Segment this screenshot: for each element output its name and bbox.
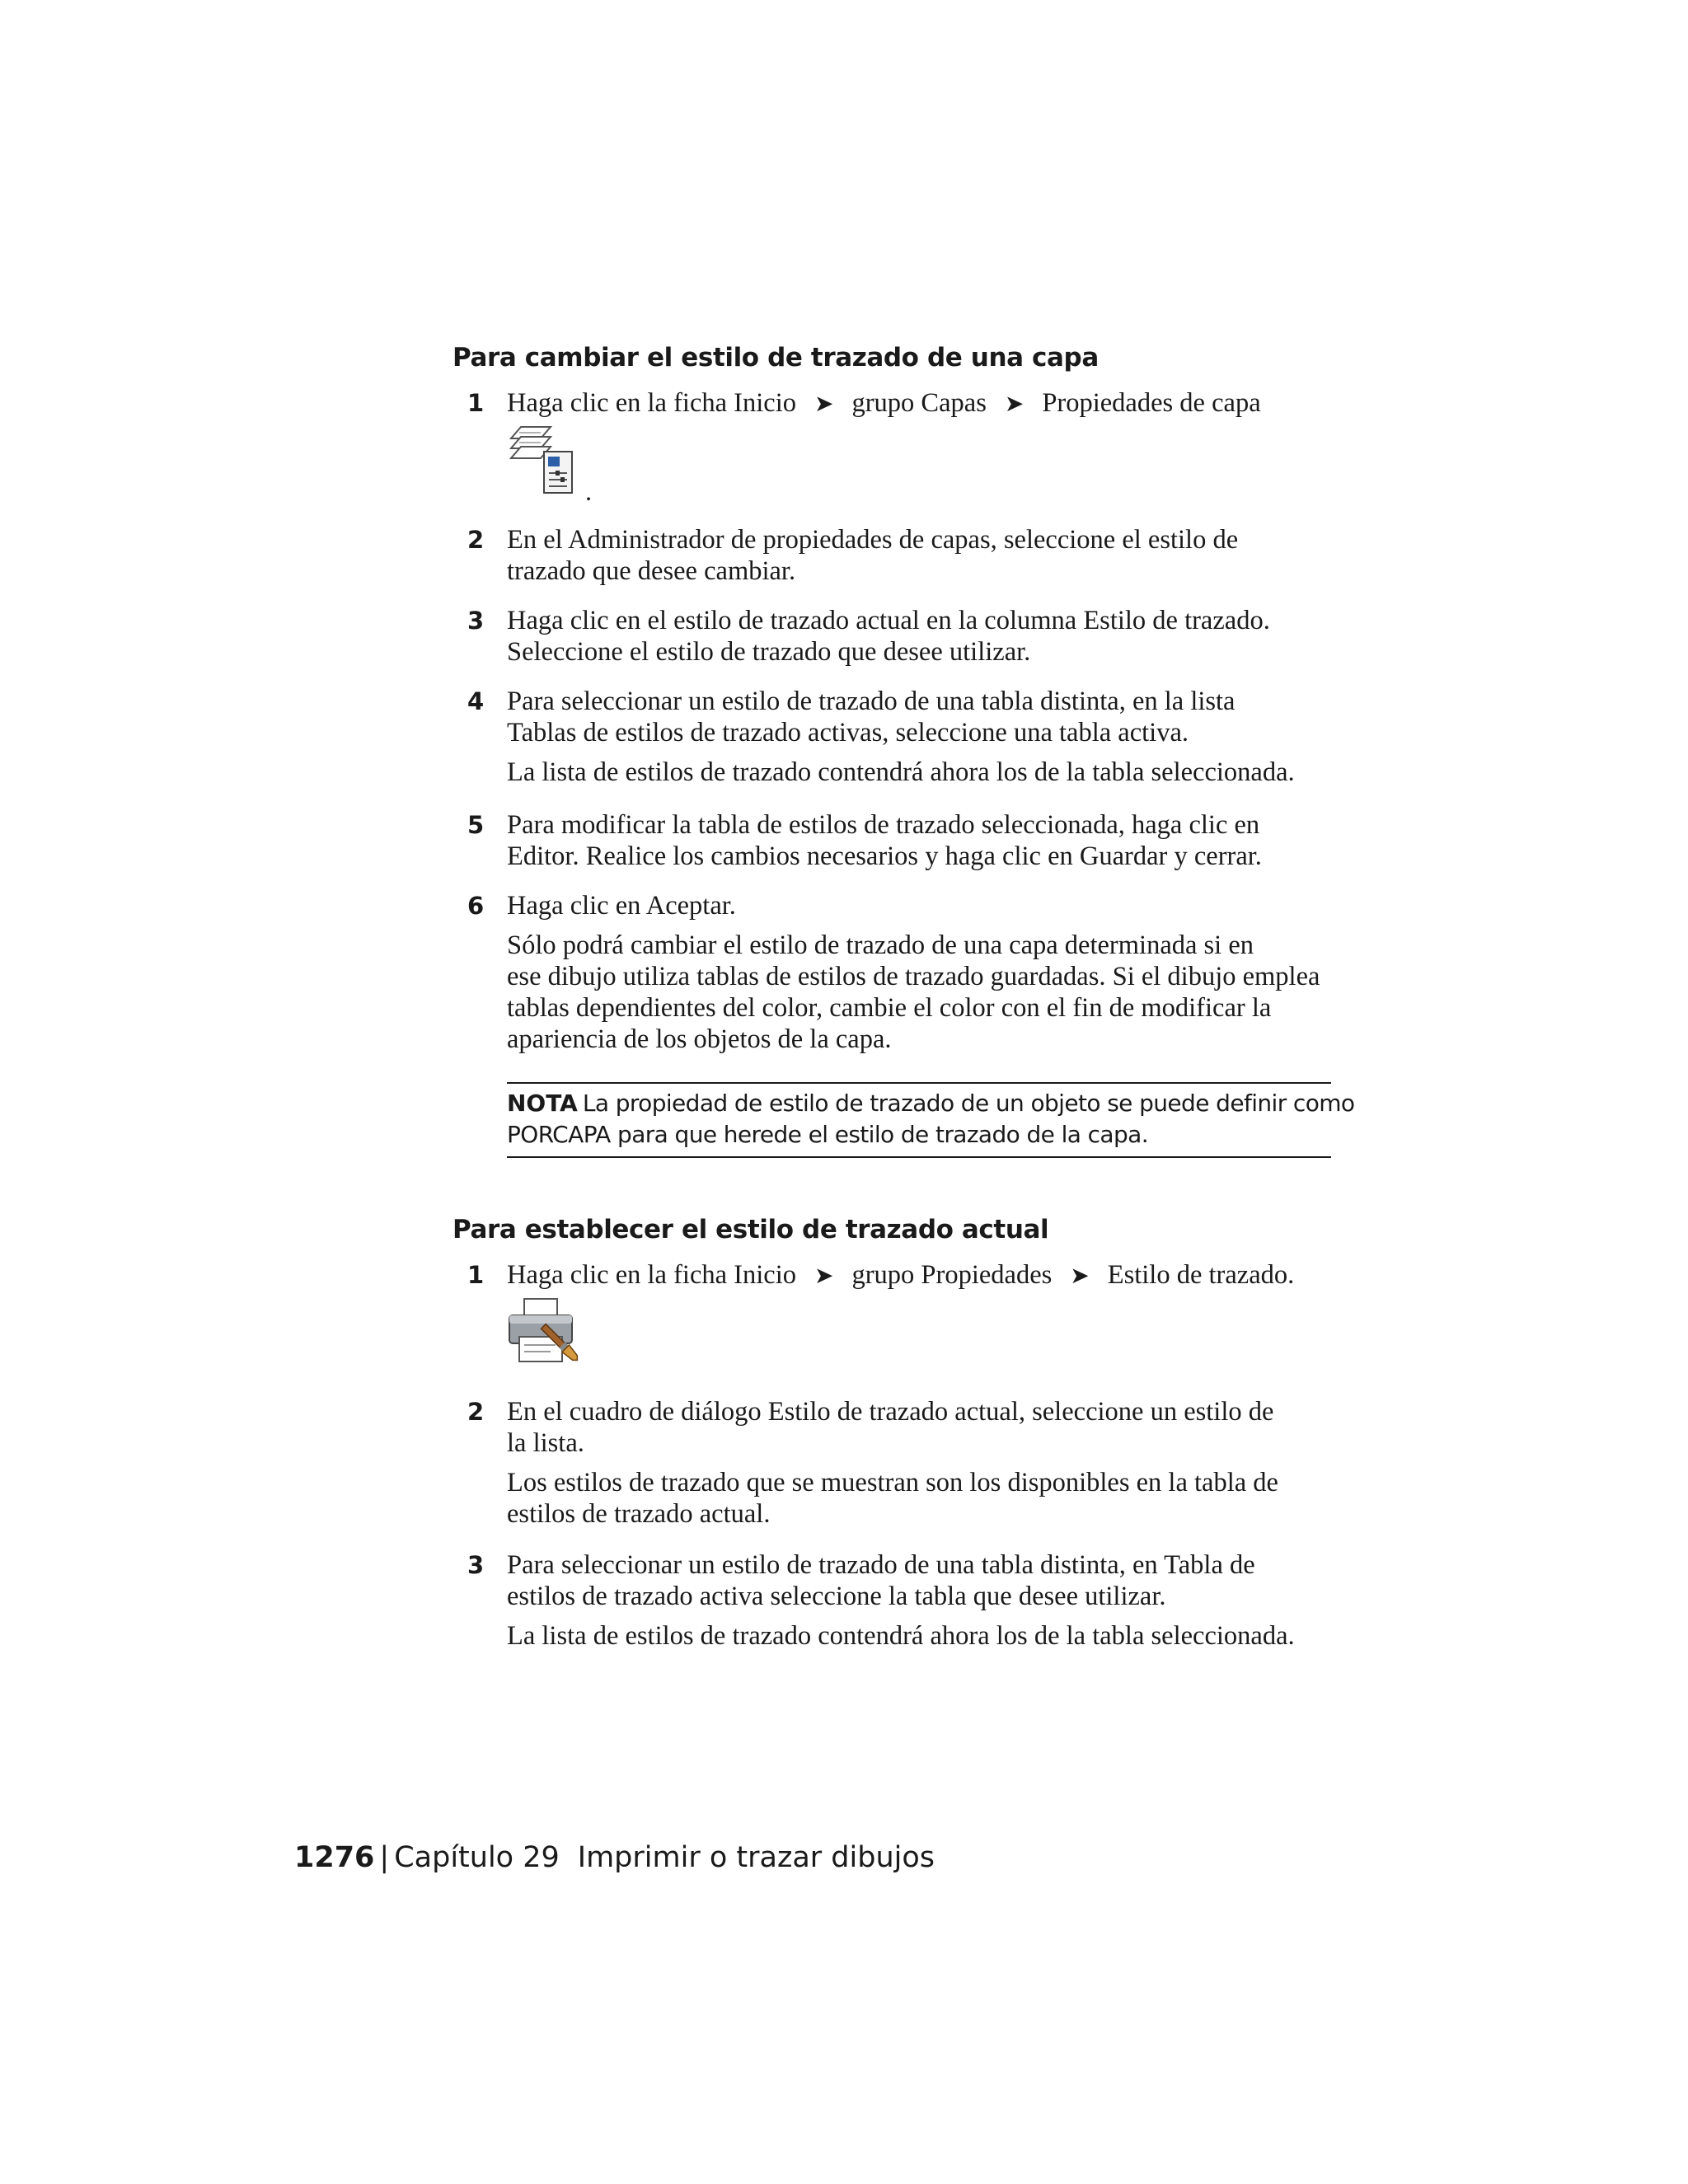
section-heading-change-layer-plot-style: Para cambiar el estilo de trazado de una capa	[452, 343, 1099, 373]
step-number: 3	[467, 607, 485, 635]
step-result-text: La lista de estilos de trazado contendrá ahora los de la tabla seleccionada.	[507, 757, 1295, 787]
path-arrow-icon: ➤	[1070, 1262, 1090, 1289]
step-result-text: estilos de trazado actual.	[507, 1499, 771, 1529]
plot-style-icon	[504, 1294, 584, 1377]
path-segment: Estilo de trazado.	[1107, 1260, 1295, 1290]
step-result-text: La lista de estilos de trazado contendrá ahora los de la tabla seleccionada.	[507, 1621, 1295, 1651]
step-text: Editor. Realice los cambios necesarios y haga clic en Guardar y cerrar.	[507, 841, 1262, 871]
step-text: Tablas de estilos de trazado activas, seleccione una tabla activa.	[507, 718, 1189, 748]
section-heading-set-current-plot-style: Para establecer el estilo de trazado actual	[452, 1215, 1049, 1244]
step-number: 1	[467, 389, 485, 417]
step-result-text: Los estilos de trazado que se muestran son los disponibles en la tabla de	[507, 1468, 1278, 1497]
step-text	[507, 387, 1261, 419]
step-number: 6	[467, 892, 485, 920]
path-arrow-icon: ➤	[814, 390, 834, 417]
step-explanation: Sólo podrá cambiar el estilo de trazado de una capa determinada si en	[507, 930, 1254, 960]
path-segment: Haga clic en la ficha Inicio	[507, 388, 796, 418]
step-explanation: apariencia de los objetos de la capa.	[507, 1024, 892, 1054]
path-arrow-icon: ➤	[814, 1262, 834, 1289]
chapter-title: Imprimir o trazar dibujos	[577, 1841, 935, 1874]
step-trailing-period: .	[585, 477, 593, 507]
step-explanation: tablas dependientes del color, cambie el color con el fin de modificar la	[507, 993, 1272, 1023]
path-segment: grupo Propiedades	[851, 1260, 1053, 1290]
layer-properties-icon	[504, 422, 580, 502]
step-text: trazado que desee cambiar.	[507, 556, 796, 586]
note-label: NOTA	[507, 1090, 578, 1117]
step-number: 2	[467, 1398, 485, 1426]
note-top-rule	[507, 1082, 1331, 1084]
step-text: Haga clic en Aceptar.	[507, 891, 736, 921]
step-number: 1	[467, 1261, 485, 1289]
chapter-label: Capítulo 29	[394, 1841, 560, 1874]
footer-separator: |	[379, 1841, 390, 1874]
path-segment: Propiedades de capa	[1042, 388, 1261, 418]
note-bottom-rule	[507, 1156, 1331, 1158]
note-line: NOTA La propiedad de estilo de trazado de un objeto se puede definir como	[507, 1090, 1355, 1117]
step-explanation: ese dibujo utiliza tablas de estilos de trazado guardadas. Si el dibujo emplea	[507, 962, 1320, 991]
step-number: 4	[467, 687, 485, 715]
step-number: 3	[467, 1551, 485, 1579]
step-text: Haga clic en el estilo de trazado actual en la columna Estilo de trazado.	[507, 606, 1270, 635]
path-segment: Haga clic en la ficha Inicio	[507, 1260, 796, 1290]
note-line: PORCAPA para que herede el estilo de trazado de la capa.	[507, 1121, 1149, 1148]
step-number: 2	[467, 526, 485, 554]
page-number: 1276	[294, 1841, 375, 1874]
step-text: la lista.	[507, 1428, 584, 1458]
step-text: Para seleccionar un estilo de trazado de una tabla distinta, en la lista	[507, 687, 1236, 716]
step-text: En el cuadro de diálogo Estilo de trazado actual, seleccione un estilo de	[507, 1397, 1274, 1427]
step-number: 5	[467, 811, 485, 839]
step-text	[507, 1259, 1294, 1291]
page-footer	[294, 1840, 935, 1876]
step-text: En el Administrador de propiedades de capas, seleccione el estilo de	[507, 525, 1239, 555]
step-text: Seleccione el estilo de trazado que desee utilizar.	[507, 637, 1031, 667]
path-arrow-icon: ➤	[1004, 390, 1025, 417]
step-text: estilos de trazado activa seleccione la tabla que desee utilizar.	[507, 1582, 1166, 1611]
step-text: Para seleccionar un estilo de trazado de una tabla distinta, en Tabla de	[507, 1550, 1255, 1580]
path-segment: grupo Capas	[851, 388, 987, 418]
step-text: Para modificar la tabla de estilos de trazado seleccionada, haga clic en	[507, 810, 1260, 840]
